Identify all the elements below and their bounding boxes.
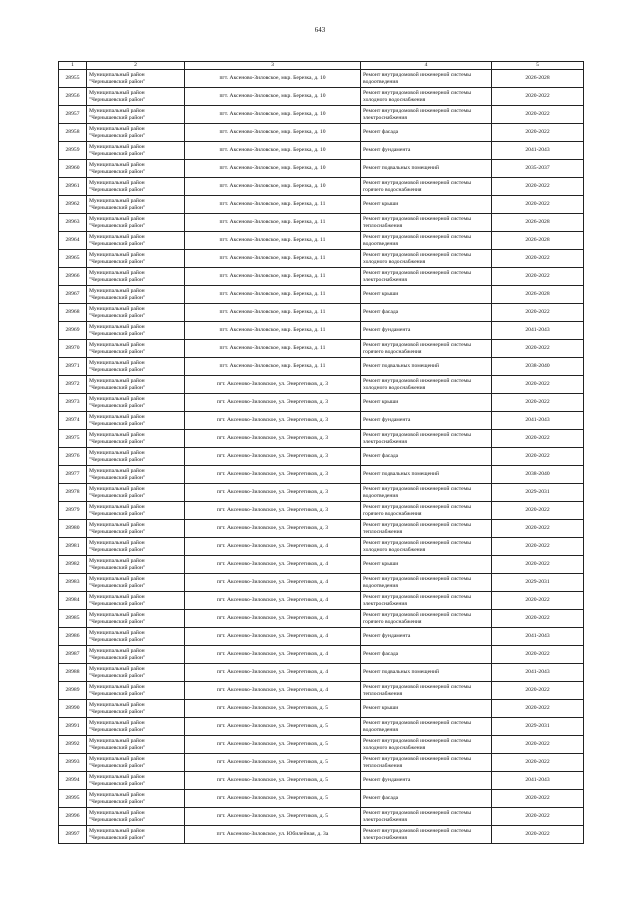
cell-work: Ремонт фундамента xyxy=(361,628,492,646)
cell-work: Ремонт внутридомовой инженерной системы водоотведения xyxy=(361,70,492,88)
cell-addr: пгт. Аксеново-Зиловское, мкр. Березка, д. 10 xyxy=(185,88,361,106)
cell-num: 28962 xyxy=(59,196,87,214)
cell-mun: Муниципальный район "Чернышевский район" xyxy=(87,682,185,700)
cell-mun: Муниципальный район "Чернышевский район" xyxy=(87,628,185,646)
cell-mun: Муниципальный район "Чернышевский район" xyxy=(87,664,185,682)
cell-addr: пгт. Аксеново-Зиловское, ул. Энергетиков, д. 4 xyxy=(185,628,361,646)
cell-term: 2029-2031 xyxy=(492,718,584,736)
table-row xyxy=(59,790,584,808)
cell-work: Ремонт фасада xyxy=(361,448,492,466)
cell-work: Ремонт крыши xyxy=(361,700,492,718)
cell-mun: Муниципальный район "Чернышевский район" xyxy=(87,754,185,772)
cell-addr: пгт. Аксеново-Зиловское, ул. Юбилейная, д. 3а xyxy=(185,826,361,844)
cell-mun: Муниципальный район "Чернышевский район" xyxy=(87,592,185,610)
cell-mun: Муниципальный район "Чернышевский район" xyxy=(87,196,185,214)
table-row xyxy=(59,682,584,700)
cell-addr: пгт. Аксеново-Зиловское, мкр. Березка, д. 11 xyxy=(185,232,361,250)
table-row xyxy=(59,268,584,286)
cell-work: Ремонт внутридомовой инженерной системы электроснабжения xyxy=(361,106,492,124)
table-row xyxy=(59,466,584,484)
cell-term: 2020-2022 xyxy=(492,520,584,538)
table-row xyxy=(59,286,584,304)
cell-work: Ремонт внутридомовой инженерной системы холодного водоснабжения xyxy=(361,538,492,556)
cell-mun: Муниципальный район "Чернышевский район" xyxy=(87,430,185,448)
repair-schedule-table xyxy=(58,61,584,844)
table-row xyxy=(59,592,584,610)
cell-num: 28988 xyxy=(59,664,87,682)
cell-addr: пгт. Аксеново-Зиловское, ул. Энергетиков, д. 4 xyxy=(185,538,361,556)
table-row xyxy=(59,304,584,322)
cell-num: 28975 xyxy=(59,430,87,448)
cell-num: 28960 xyxy=(59,160,87,178)
cell-mun: Муниципальный район "Чернышевский район" xyxy=(87,556,185,574)
cell-term: 2020-2022 xyxy=(492,736,584,754)
cell-mun: Муниципальный район "Чернышевский район" xyxy=(87,142,185,160)
cell-mun: Муниципальный район "Чернышевский район" xyxy=(87,466,185,484)
cell-num: 28955 xyxy=(59,70,87,88)
cell-num: 28956 xyxy=(59,88,87,106)
cell-num: 28984 xyxy=(59,592,87,610)
cell-num: 28971 xyxy=(59,358,87,376)
cell-term: 2020-2022 xyxy=(492,124,584,142)
cell-mun: Муниципальный район "Чернышевский район" xyxy=(87,268,185,286)
table-row xyxy=(59,520,584,538)
table-row xyxy=(59,664,584,682)
cell-mun: Муниципальный район "Чернышевский район" xyxy=(87,178,185,196)
cell-num: 28989 xyxy=(59,682,87,700)
cell-term: 2020-2022 xyxy=(492,340,584,358)
cell-mun: Муниципальный район "Чернышевский район" xyxy=(87,250,185,268)
table-row xyxy=(59,124,584,142)
cell-num: 28957 xyxy=(59,106,87,124)
cell-mun: Муниципальный район "Чернышевский район" xyxy=(87,610,185,628)
cell-addr: пгт. Аксеново-Зиловское, мкр. Березка, д. 11 xyxy=(185,340,361,358)
cell-num: 28972 xyxy=(59,376,87,394)
cell-term: 2020-2022 xyxy=(492,268,584,286)
cell-work: Ремонт фасада xyxy=(361,304,492,322)
cell-term: 2029-2031 xyxy=(492,484,584,502)
cell-term: 2020-2022 xyxy=(492,808,584,826)
cell-num: 28969 xyxy=(59,322,87,340)
table-row xyxy=(59,88,584,106)
cell-num: 28993 xyxy=(59,754,87,772)
cell-term: 2020-2022 xyxy=(492,790,584,808)
cell-term: 2026-2028 xyxy=(492,214,584,232)
cell-addr: пгт. Аксеново-Зиловское, мкр. Березка, д. 11 xyxy=(185,322,361,340)
cell-addr: пгт. Аксеново-Зиловское, мкр. Березка, д. 11 xyxy=(185,196,361,214)
cell-work: Ремонт внутридомовой инженерной системы теплоснабжения xyxy=(361,520,492,538)
cell-num: 28977 xyxy=(59,466,87,484)
cell-term: 2026-2028 xyxy=(492,70,584,88)
cell-work: Ремонт фасада xyxy=(361,790,492,808)
cell-num: 28982 xyxy=(59,556,87,574)
cell-addr: пгт. Аксеново-Зиловское, ул. Энергетиков, д. 4 xyxy=(185,592,361,610)
cell-term: 2020-2022 xyxy=(492,682,584,700)
cell-num: 28990 xyxy=(59,700,87,718)
cell-num: 28968 xyxy=(59,304,87,322)
cell-num: 28997 xyxy=(59,826,87,844)
cell-mun: Муниципальный район "Чернышевский район" xyxy=(87,70,185,88)
cell-mun: Муниципальный район "Чернышевский район" xyxy=(87,502,185,520)
cell-num: 28979 xyxy=(59,502,87,520)
cell-work: Ремонт внутридомовой инженерной системы водоотведения xyxy=(361,232,492,250)
cell-work: Ремонт внутридомовой инженерной системы холодного водоснабжения xyxy=(361,376,492,394)
cell-num: 28958 xyxy=(59,124,87,142)
cell-mun: Муниципальный район "Чернышевский район" xyxy=(87,88,185,106)
table-row xyxy=(59,358,584,376)
table-row xyxy=(59,412,584,430)
cell-num: 28996 xyxy=(59,808,87,826)
cell-work: Ремонт внутридомовой инженерной системы теплоснабжения xyxy=(361,214,492,232)
cell-addr: пгт. Аксеново-Зиловское, мкр. Березка, д. 11 xyxy=(185,214,361,232)
cell-num: 28980 xyxy=(59,520,87,538)
cell-addr: пгт. Аксеново-Зиловское, ул. Энергетиков, д. 4 xyxy=(185,682,361,700)
cell-mun: Муниципальный район "Чернышевский район" xyxy=(87,718,185,736)
table-row xyxy=(59,610,584,628)
table-row xyxy=(59,322,584,340)
cell-work: Ремонт внутридомовой инженерной системы электроснабжения xyxy=(361,592,492,610)
cell-mun: Муниципальный район "Чернышевский район" xyxy=(87,232,185,250)
cell-num: 28981 xyxy=(59,538,87,556)
table-row xyxy=(59,700,584,718)
cell-num: 28966 xyxy=(59,268,87,286)
cell-work: Ремонт внутридомовой инженерной системы водоотведения xyxy=(361,718,492,736)
cell-mun: Муниципальный район "Чернышевский район" xyxy=(87,772,185,790)
cell-addr: пгт. Аксеново-Зиловское, ул. Энергетиков, д. 3 xyxy=(185,484,361,502)
cell-addr: пгт. Аксеново-Зиловское, мкр. Березка, д. 11 xyxy=(185,358,361,376)
cell-term: 2038-2040 xyxy=(492,466,584,484)
cell-work: Ремонт внутридомовой инженерной системы электроснабжения xyxy=(361,826,492,844)
cell-addr: пгт. Аксеново-Зиловское, ул. Энергетиков, д. 3 xyxy=(185,448,361,466)
cell-num: 28974 xyxy=(59,412,87,430)
cell-term: 2038-2040 xyxy=(492,358,584,376)
cell-work: Ремонт крыши xyxy=(361,196,492,214)
cell-num: 28961 xyxy=(59,178,87,196)
table-row xyxy=(59,178,584,196)
table-row xyxy=(59,430,584,448)
table-row xyxy=(59,718,584,736)
cell-work: Ремонт внутридомовой инженерной системы холодного водоснабжения xyxy=(361,250,492,268)
cell-work: Ремонт крыши xyxy=(361,286,492,304)
cell-addr: пгт. Аксеново-Зиловское, ул. Энергетиков, д. 3 xyxy=(185,520,361,538)
table-row xyxy=(59,574,584,592)
table-row xyxy=(59,772,584,790)
column-header: 1 xyxy=(59,62,87,70)
cell-term: 2020-2022 xyxy=(492,178,584,196)
cell-addr: пгт. Аксеново-Зиловское, мкр. Березка, д. 10 xyxy=(185,124,361,142)
cell-addr: пгт. Аксеново-Зиловское, ул. Энергетиков, д. 3 xyxy=(185,394,361,412)
cell-addr: пгт. Аксеново-Зиловское, мкр. Березка, д. 10 xyxy=(185,178,361,196)
cell-term: 2020-2022 xyxy=(492,646,584,664)
cell-work: Ремонт внутридомовой инженерной системы холодного водоснабжения xyxy=(361,88,492,106)
table-body xyxy=(59,70,584,844)
cell-term: 2026-2028 xyxy=(492,286,584,304)
cell-addr: пгт. Аксеново-Зиловское, ул. Энергетиков, д. 5 xyxy=(185,754,361,772)
cell-addr: пгт. Аксеново-Зиловское, ул. Энергетиков, д. 4 xyxy=(185,610,361,628)
cell-term: 2026-2028 xyxy=(492,232,584,250)
cell-work: Ремонт подвальных помещений xyxy=(361,466,492,484)
table-row xyxy=(59,484,584,502)
cell-addr: пгт. Аксеново-Зиловское, ул. Энергетиков, д. 5 xyxy=(185,772,361,790)
cell-mun: Муниципальный район "Чернышевский район" xyxy=(87,214,185,232)
cell-term: 2020-2022 xyxy=(492,196,584,214)
cell-num: 28983 xyxy=(59,574,87,592)
cell-addr: пгт. Аксеново-Зиловское, мкр. Березка, д. 11 xyxy=(185,250,361,268)
table-row xyxy=(59,106,584,124)
table-row xyxy=(59,448,584,466)
cell-mun: Муниципальный район "Чернышевский район" xyxy=(87,340,185,358)
cell-mun: Муниципальный район "Чернышевский район" xyxy=(87,646,185,664)
table-row xyxy=(59,232,584,250)
table-header-row xyxy=(59,62,584,70)
cell-mun: Муниципальный район "Чернышевский район" xyxy=(87,736,185,754)
cell-term: 2041-2043 xyxy=(492,664,584,682)
cell-work: Ремонт фундамента xyxy=(361,142,492,160)
cell-term: 2020-2022 xyxy=(492,826,584,844)
cell-work: Ремонт фундамента xyxy=(361,772,492,790)
cell-work: Ремонт внутридомовой инженерной системы водоотведения xyxy=(361,484,492,502)
cell-mun: Муниципальный район "Чернышевский район" xyxy=(87,304,185,322)
cell-addr: пгт. Аксеново-Зиловское, мкр. Березка, д. 11 xyxy=(185,304,361,322)
cell-mun: Муниципальный район "Чернышевский район" xyxy=(87,790,185,808)
table-row xyxy=(59,754,584,772)
cell-num: 28995 xyxy=(59,790,87,808)
cell-term: 2020-2022 xyxy=(492,502,584,520)
cell-work: Ремонт крыши xyxy=(361,394,492,412)
cell-work: Ремонт подвальных помещений xyxy=(361,664,492,682)
cell-work: Ремонт внутридомовой инженерной системы теплоснабжения xyxy=(361,682,492,700)
cell-num: 28978 xyxy=(59,484,87,502)
cell-term: 2041-2043 xyxy=(492,412,584,430)
cell-addr: пгт. Аксеново-Зиловское, мкр. Березка, д. 10 xyxy=(185,106,361,124)
cell-addr: пгт. Аксеново-Зиловское, ул. Энергетиков, д. 5 xyxy=(185,718,361,736)
table-row xyxy=(59,736,584,754)
cell-term: 2020-2022 xyxy=(492,556,584,574)
cell-num: 28976 xyxy=(59,448,87,466)
cell-mun: Муниципальный район "Чернышевский район" xyxy=(87,412,185,430)
column-header: 3 xyxy=(185,62,361,70)
table-row xyxy=(59,502,584,520)
cell-addr: пгт. Аксеново-Зиловское, ул. Энергетиков, д. 5 xyxy=(185,736,361,754)
cell-term: 2020-2022 xyxy=(492,610,584,628)
table-row xyxy=(59,196,584,214)
cell-term: 2020-2022 xyxy=(492,250,584,268)
cell-num: 28987 xyxy=(59,646,87,664)
cell-work: Ремонт внутридомовой инженерной системы холодного водоснабжения xyxy=(361,736,492,754)
column-header: 4 xyxy=(361,62,492,70)
table-row xyxy=(59,628,584,646)
table-row xyxy=(59,538,584,556)
cell-addr: пгт. Аксеново-Зиловское, мкр. Березка, д. 10 xyxy=(185,160,361,178)
cell-term: 2035-2037 xyxy=(492,160,584,178)
cell-mun: Муниципальный район "Чернышевский район" xyxy=(87,574,185,592)
cell-addr: пгт. Аксеново-Зиловское, ул. Энергетиков, д. 3 xyxy=(185,502,361,520)
cell-addr: пгт. Аксеново-Зиловское, ул. Энергетиков, д. 3 xyxy=(185,412,361,430)
cell-num: 28973 xyxy=(59,394,87,412)
cell-term: 2020-2022 xyxy=(492,88,584,106)
cell-mun: Муниципальный район "Чернышевский район" xyxy=(87,106,185,124)
table-row xyxy=(59,826,584,844)
cell-work: Ремонт крыши xyxy=(361,556,492,574)
cell-work: Ремонт фундамента xyxy=(361,412,492,430)
cell-work: Ремонт внутридомовой инженерной системы горячего водоснабжения xyxy=(361,502,492,520)
cell-addr: пгт. Аксеново-Зиловское, ул. Энергетиков, д. 3 xyxy=(185,430,361,448)
cell-term: 2020-2022 xyxy=(492,538,584,556)
cell-addr: пгт. Аксеново-Зиловское, ул. Энергетиков, д. 4 xyxy=(185,664,361,682)
cell-term: 2041-2043 xyxy=(492,322,584,340)
cell-addr: пгт. Аксеново-Зиловское, ул. Энергетиков, д. 3 xyxy=(185,466,361,484)
table-row xyxy=(59,70,584,88)
cell-term: 2041-2043 xyxy=(492,772,584,790)
cell-mun: Муниципальный район "Чернышевский район" xyxy=(87,826,185,844)
cell-mun: Муниципальный район "Чернышевский район" xyxy=(87,394,185,412)
cell-addr: пгт. Аксеново-Зиловское, мкр. Березка, д. 10 xyxy=(185,70,361,88)
cell-num: 28992 xyxy=(59,736,87,754)
cell-mun: Муниципальный район "Чернышевский район" xyxy=(87,448,185,466)
cell-addr: пгт. Аксеново-Зиловское, ул. Энергетиков, д. 3 xyxy=(185,376,361,394)
cell-num: 28991 xyxy=(59,718,87,736)
cell-mun: Муниципальный район "Чернышевский район" xyxy=(87,286,185,304)
table-row xyxy=(59,160,584,178)
cell-mun: Муниципальный район "Чернышевский район" xyxy=(87,808,185,826)
cell-num: 28994 xyxy=(59,772,87,790)
cell-num: 28965 xyxy=(59,250,87,268)
cell-addr: пгт. Аксеново-Зиловское, мкр. Березка, д. 11 xyxy=(185,268,361,286)
cell-mun: Муниципальный район "Чернышевский район" xyxy=(87,520,185,538)
cell-work: Ремонт фасада xyxy=(361,646,492,664)
cell-addr: пгт. Аксеново-Зиловское, мкр. Березка, д. 11 xyxy=(185,286,361,304)
cell-num: 28970 xyxy=(59,340,87,358)
cell-work: Ремонт фундамента xyxy=(361,322,492,340)
cell-work: Ремонт внутридомовой инженерной системы теплоснабжения xyxy=(361,754,492,772)
cell-work: Ремонт внутридомовой инженерной системы электроснабжения xyxy=(361,430,492,448)
cell-num: 28963 xyxy=(59,214,87,232)
cell-work: Ремонт подвальных помещений xyxy=(361,160,492,178)
cell-addr: пгт. Аксеново-Зиловское, ул. Энергетиков, д. 4 xyxy=(185,556,361,574)
cell-work: Ремонт внутридомовой инженерной системы электроснабжения xyxy=(361,808,492,826)
cell-num: 28967 xyxy=(59,286,87,304)
page-number: 643 xyxy=(314,26,326,34)
cell-term: 2020-2022 xyxy=(492,700,584,718)
cell-mun: Муниципальный район "Чернышевский район" xyxy=(87,484,185,502)
table-row xyxy=(59,142,584,160)
cell-num: 28959 xyxy=(59,142,87,160)
table-row xyxy=(59,214,584,232)
cell-addr: пгт. Аксеново-Зиловское, ул. Энергетиков, д. 4 xyxy=(185,574,361,592)
cell-addr: пгт. Аксеново-Зиловское, ул. Энергетиков, д. 5 xyxy=(185,808,361,826)
cell-num: 28964 xyxy=(59,232,87,250)
cell-mun: Муниципальный район "Чернышевский район" xyxy=(87,358,185,376)
cell-term: 2020-2022 xyxy=(492,304,584,322)
table-row xyxy=(59,340,584,358)
cell-work: Ремонт внутридомовой инженерной системы горячего водоснабжения xyxy=(361,178,492,196)
cell-term: 2020-2022 xyxy=(492,376,584,394)
cell-addr: пгт. Аксеново-Зиловское, мкр. Березка, д. 10 xyxy=(185,142,361,160)
table-row xyxy=(59,250,584,268)
cell-term: 2020-2022 xyxy=(492,592,584,610)
cell-num: 28986 xyxy=(59,628,87,646)
table-row xyxy=(59,808,584,826)
cell-term: 2020-2022 xyxy=(492,754,584,772)
cell-mun: Муниципальный район "Чернышевский район" xyxy=(87,124,185,142)
cell-work: Ремонт фасада xyxy=(361,124,492,142)
cell-term: 2020-2022 xyxy=(492,430,584,448)
cell-mun: Муниципальный район "Чернышевский район" xyxy=(87,160,185,178)
cell-work: Ремонт внутридомовой инженерной системы электроснабжения xyxy=(361,268,492,286)
cell-work: Ремонт внутридомовой инженерной системы водоотведения xyxy=(361,574,492,592)
column-header: 2 xyxy=(87,62,185,70)
cell-work: Ремонт внутридомовой инженерной системы горячего водоснабжения xyxy=(361,610,492,628)
table-row xyxy=(59,556,584,574)
table-row xyxy=(59,376,584,394)
cell-term: 2041-2043 xyxy=(492,142,584,160)
cell-addr: пгт. Аксеново-Зиловское, ул. Энергетиков, д. 4 xyxy=(185,646,361,664)
cell-term: 2020-2022 xyxy=(492,106,584,124)
cell-mun: Муниципальный район "Чернышевский район" xyxy=(87,376,185,394)
column-header: 5 xyxy=(492,62,584,70)
cell-term: 2029-2031 xyxy=(492,574,584,592)
cell-addr: пгт. Аксеново-Зиловское, ул. Энергетиков, д. 5 xyxy=(185,790,361,808)
cell-num: 28985 xyxy=(59,610,87,628)
cell-term: 2020-2022 xyxy=(492,448,584,466)
cell-work: Ремонт внутридомовой инженерной системы горячего водоснабжения xyxy=(361,340,492,358)
cell-work: Ремонт подвальных помещений xyxy=(361,358,492,376)
table-row xyxy=(59,394,584,412)
cell-mun: Муниципальный район "Чернышевский район" xyxy=(87,700,185,718)
cell-mun: Муниципальный район "Чернышевский район" xyxy=(87,538,185,556)
cell-mun: Муниципальный район "Чернышевский район" xyxy=(87,322,185,340)
cell-term: 2041-2043 xyxy=(492,628,584,646)
cell-addr: пгт. Аксеново-Зиловское, ул. Энергетиков, д. 5 xyxy=(185,700,361,718)
cell-term: 2020-2022 xyxy=(492,394,584,412)
table-row xyxy=(59,646,584,664)
